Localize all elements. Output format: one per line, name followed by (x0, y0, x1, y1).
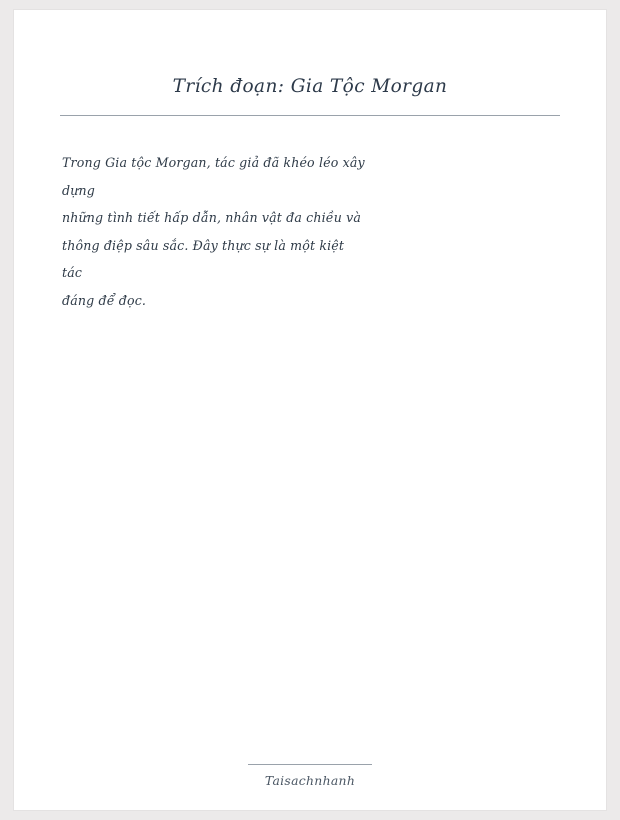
body-line: Trong Gia tộc Morgan, tác giả đã khéo léo xây (62, 155, 365, 170)
document-body (14, 116, 542, 314)
body-line: tác (62, 265, 83, 280)
body-line: dựng (62, 182, 95, 198)
document-page (14, 10, 606, 810)
body-line: thông điệp sâu sắc. Đây thực sự là một kiệt (62, 237, 345, 253)
body-line: đáng để đọc. (62, 292, 147, 308)
document-footer (14, 764, 606, 788)
footer-source-label: Taisachnhanh (264, 773, 356, 788)
body-line: những tình tiết hấp dẫn, nhân vật đa chiều và (62, 210, 362, 225)
page-title: Trích đoạn: Gia Tộc Morgan (172, 76, 448, 97)
footer-divider (248, 764, 372, 765)
